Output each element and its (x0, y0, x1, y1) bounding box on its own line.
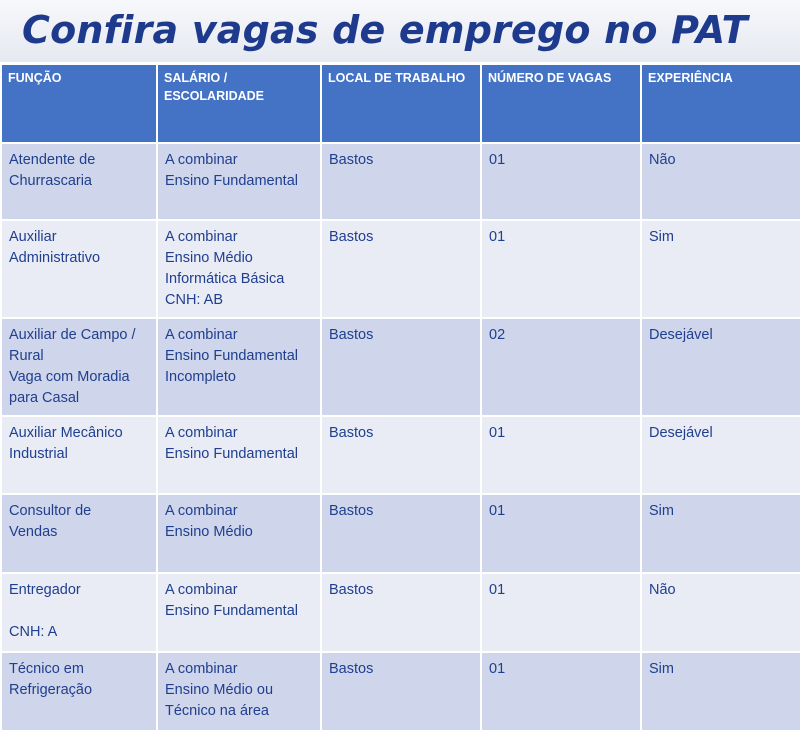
cell-local: Bastos (321, 220, 481, 318)
table-row (1, 573, 800, 652)
table-row (1, 652, 800, 731)
cell-salario: A combinar Ensino Fundamental Incompleto (157, 318, 321, 416)
cell-experiencia: Não (641, 573, 800, 652)
header-local-trabalho: LOCAL DE TRABALHO (321, 64, 481, 143)
cell-experiencia: Sim (641, 220, 800, 318)
table-header-row (1, 64, 800, 143)
cell-salario: A combinar Ensino Fundamental (157, 416, 321, 494)
cell-salario: A combinar Ensino Médio Informática Básica CNH: AB (157, 220, 321, 318)
cell-salario: A combinar Ensino Fundamental (157, 143, 321, 220)
cell-vagas: 01 (481, 494, 641, 573)
cell-local: Bastos (321, 416, 481, 494)
title-banner (0, 0, 800, 62)
cell-vagas: 01 (481, 573, 641, 652)
cell-local: Bastos (321, 318, 481, 416)
table-row (1, 416, 800, 494)
cell-experiencia: Sim (641, 652, 800, 731)
header-salario-escolaridade: SALÁRIO / ESCOLARIDADE (157, 64, 321, 143)
cell-salario: A combinar Ensino Médio ou Técnico na área (157, 652, 321, 731)
header-numero-vagas: NÚMERO DE VAGAS (481, 64, 641, 143)
cell-local: Bastos (321, 652, 481, 731)
cell-vagas: 01 (481, 416, 641, 494)
cell-funcao: Consultor de Vendas (1, 494, 157, 573)
cell-funcao: Auxiliar Mecânico Industrial (1, 416, 157, 494)
cell-experiencia: Sim (641, 494, 800, 573)
cell-vagas: 02 (481, 318, 641, 416)
table-row (1, 220, 800, 318)
cell-funcao: Auxiliar de Campo / Rural Vaga com Moradia para Casal (1, 318, 157, 416)
cell-experiencia: Não (641, 143, 800, 220)
cell-salario: A combinar Ensino Médio (157, 494, 321, 573)
table-row (1, 494, 800, 573)
cell-funcao: Auxiliar Administrativo (1, 220, 157, 318)
header-funcao: FUNÇÃO (1, 64, 157, 143)
cell-vagas: 01 (481, 143, 641, 220)
cell-experiencia: Desejável (641, 318, 800, 416)
cell-funcao: Técnico em Refrigeração (1, 652, 157, 731)
cell-funcao: Atendente de Churrascaria (1, 143, 157, 220)
table-row (1, 143, 800, 220)
cell-local: Bastos (321, 494, 481, 573)
header-experiencia: EXPERIÊNCIA (641, 64, 800, 143)
cell-vagas: 01 (481, 220, 641, 318)
cell-experiencia: Desejável (641, 416, 800, 494)
job-openings-table (0, 63, 800, 732)
cell-local: Bastos (321, 573, 481, 652)
cell-vagas: 01 (481, 652, 641, 731)
table-row (1, 318, 800, 416)
cell-local: Bastos (321, 143, 481, 220)
cell-funcao: Entregador CNH: A (1, 573, 157, 652)
cell-salario: A combinar Ensino Fundamental (157, 573, 321, 652)
page-title: Confira vagas de emprego no PAT (22, 8, 748, 52)
